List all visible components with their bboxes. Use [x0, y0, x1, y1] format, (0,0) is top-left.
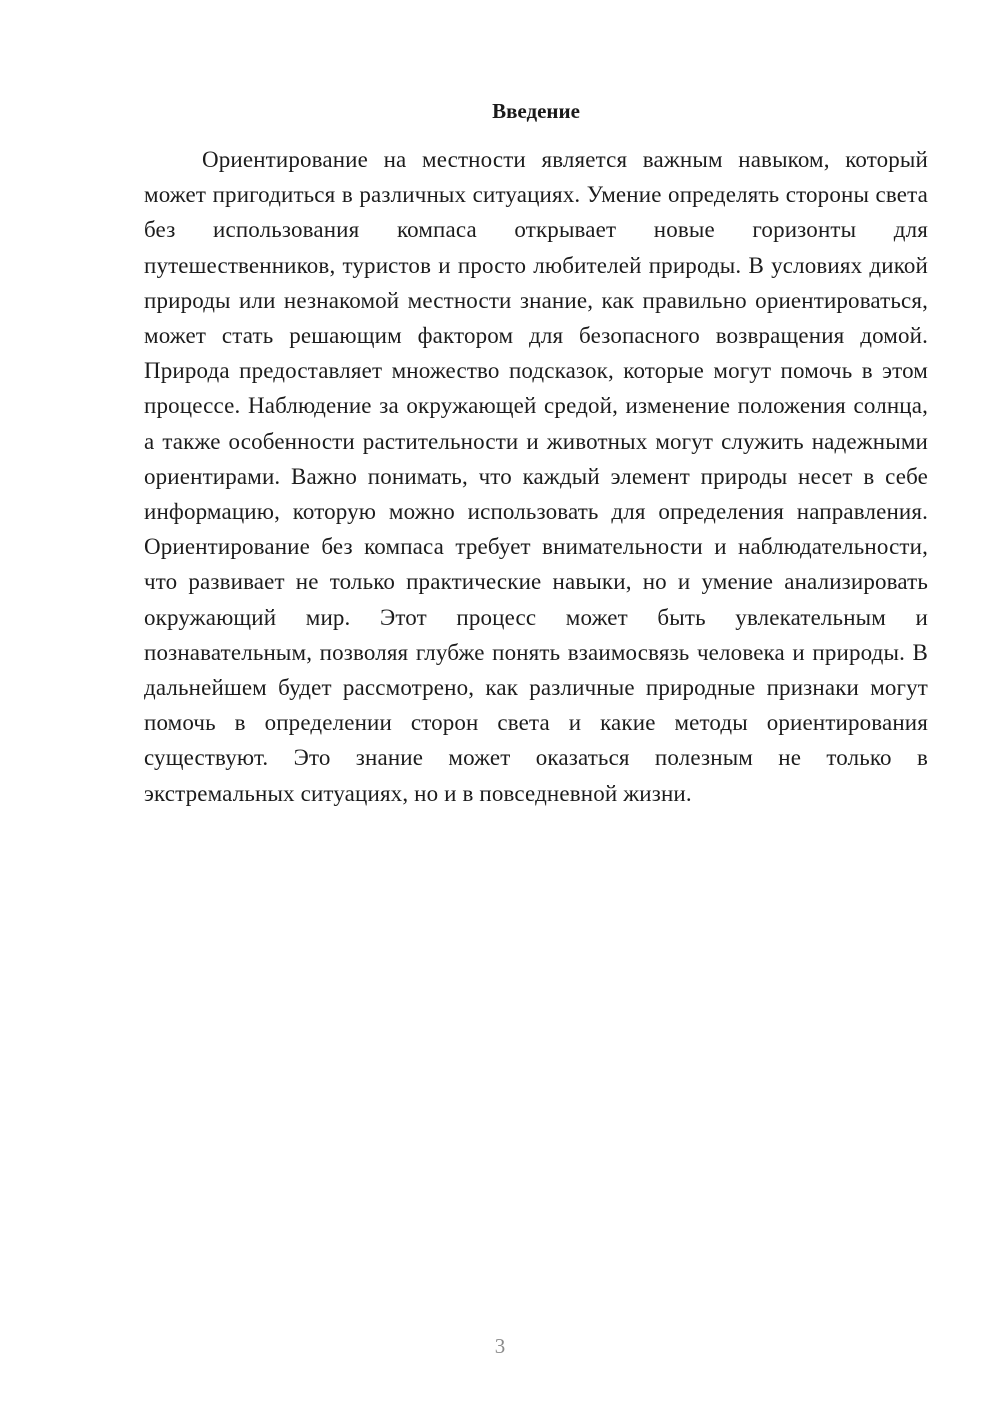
- section-heading: Введение: [492, 99, 580, 123]
- page-number: 3: [494, 1334, 506, 1358]
- body-paragraph: Ориентирование на местности является важным навыком, который может пригодиться в различных ситуациях. Умение определять стороны света без использования компаса открывает новые горизонты для путешественников, туристов и просто любителей природы. В условиях дикой природы или незнакомой местности знание, как правильно ориентироваться, может стать решающим фактором для безопасного возвращения домой. Природа предоставляет множество подсказок, которые могут помочь в этом процессе. Наблюдение за окружающей средой, изменение положения солнца, а также особенности растительности и животных могут служить надежными ориентирами. Важно понимать, что каждый элемент природы несет в себе информацию, которую можно использовать для определения направления. Ориентирование без компаса требует внимательности и наблюдательности, что развивает не только практические навыки, но и умение анализировать окружающий мир. Этот процесс может быть увлекательным и познавательным, позволяя глубже понять взаимосвязь человека и природы. В дальнейшем будет рассмотрено, как различные природные признаки могут помочь в определении сторон света и какие методы ориентирования существуют. Это знание может оказаться полезным не только в экстремальных ситуациях, но и в повседневной жизни.: [144, 147, 928, 806]
